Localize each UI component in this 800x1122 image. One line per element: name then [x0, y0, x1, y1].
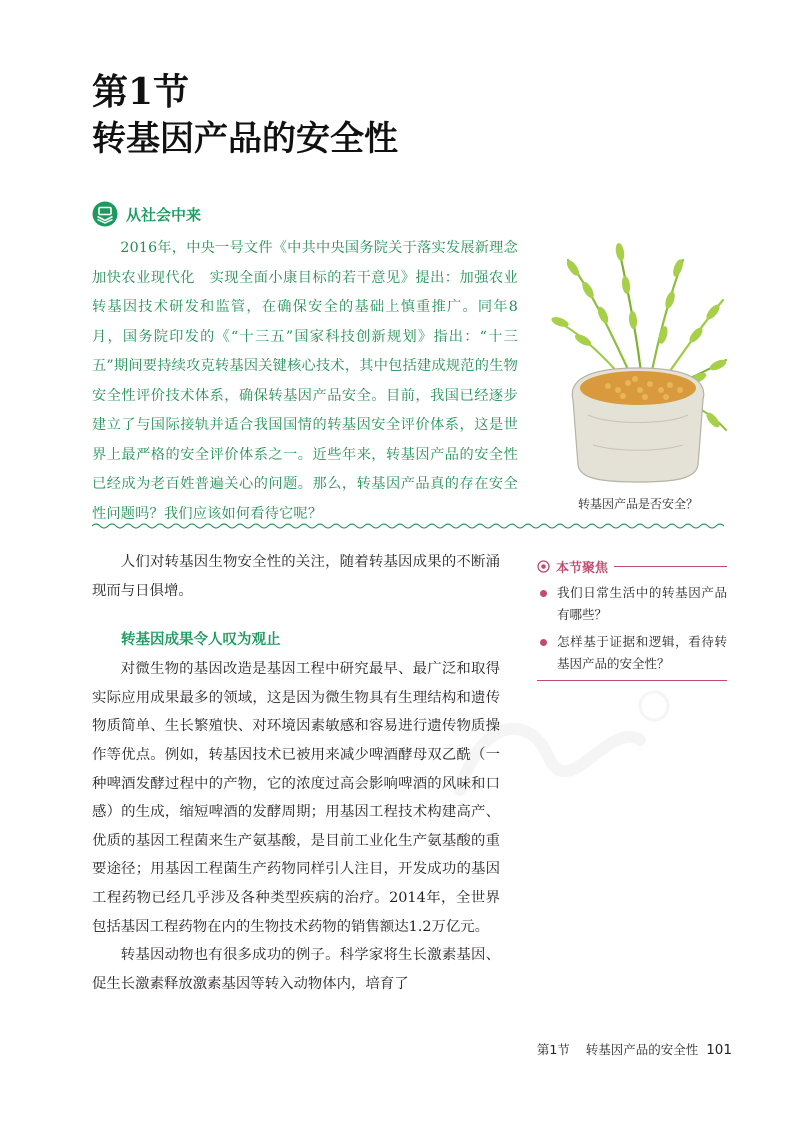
section-number: 第1节: [92, 71, 190, 113]
intro-header: [92, 200, 201, 228]
focus-bottom-rule: [537, 680, 727, 681]
main-text: [92, 548, 500, 998]
target-icon: [537, 560, 550, 573]
body-paragraph: 人们对转基因生物安全性的关注，随着转基因成果的不断涌现而与日俱增。: [92, 554, 500, 599]
page-number: 101: [706, 1042, 732, 1058]
figure-caption: 转基因产品是否安全？: [577, 497, 698, 511]
focus-item: [537, 631, 727, 675]
bullet-icon: [540, 639, 547, 646]
subheading: 转基因成果令人叹为观止: [121, 632, 281, 649]
focus-item-text: 我们日常生活中的转基因产品有哪些？: [557, 585, 727, 622]
focus-item: [537, 582, 727, 626]
body-paragraph: 转基因动物也有很多成功的例子。科学家将生长激素基因、促生长激素释放激素基因等转入动物体内，培育了: [92, 947, 500, 992]
section-heading: [92, 70, 398, 164]
society-icon: [92, 201, 118, 227]
focus-title: 本节聚焦: [556, 560, 609, 576]
intro-title: 从社会中来: [126, 205, 202, 224]
body-paragraph: 对微生物的基因改造是基因工程中研究最早、最广泛和取得实际应用成果最多的领域，这是因为微生物具有生理结构和遗传物质简单、生长繁殖快、对环境因素敏感和容易进行遗传物质操作等优点。例如，转基因技术已被用来减少啤酒酵母双乙酰（一种啤酒发酵过程中的产物，它的浓度过高会影响啤酒的风味和口感）的生成，缩短啤酒的发酵周期；用基因工程技术构建高产、优质的基因工程菌来生产氨基酸，是目前工业化生产氨基酸的重要途径；用基因工程菌生产药物同样引人注目，开发成功的基因工程药物已经几乎涉及各种类型疾病的治疗。2014年，全世界包括基因工程药物在内的生物技术药物的销售额达1.2万亿元。: [92, 661, 500, 935]
intro-paragraph: 2016年，中央一号文件《中共中央国务院关于落实发展新理念加快农业现代化 实现全面小康目标的若干意见》提出：加强农业转基因技术研发和监管，在确保安全的基础上慎重推广。同年8月，国务院印发的《“十三五”国家科技创新规划》指出：“十三五”期间要持续攻克转基因关键核心技术，其中包括建成规范的生物安全性评价技术体系，确保转基因产品安全。目前，我国已经逐步建立了与国际接轨并适合我国国情的转基因安全评价体系，这是世界上最严格的安全评价体系之一。近些年来，转基因产品的安全性已经成为老百姓普遍关心的问题。那么，转基因产品真的存在安全性问题吗？我们应该如何看待它呢？: [92, 240, 518, 522]
footer-section-label: 第1节: [536, 1042, 570, 1057]
rice-sack-illustration: [548, 240, 728, 485]
section-focus-box: [537, 556, 727, 681]
wavy-divider: [92, 520, 728, 532]
footer-title: 转基因产品的安全性: [585, 1042, 699, 1057]
section-title: 转基因产品的安全性: [92, 119, 398, 159]
bullet-icon: [540, 590, 547, 597]
focus-list: [537, 582, 727, 675]
page-footer: [520, 1040, 732, 1058]
focus-item-text: 怎样基于证据和逻辑，看待转基因产品的安全性？: [557, 634, 727, 671]
focus-rule: [614, 566, 727, 567]
focus-header: [537, 556, 727, 576]
